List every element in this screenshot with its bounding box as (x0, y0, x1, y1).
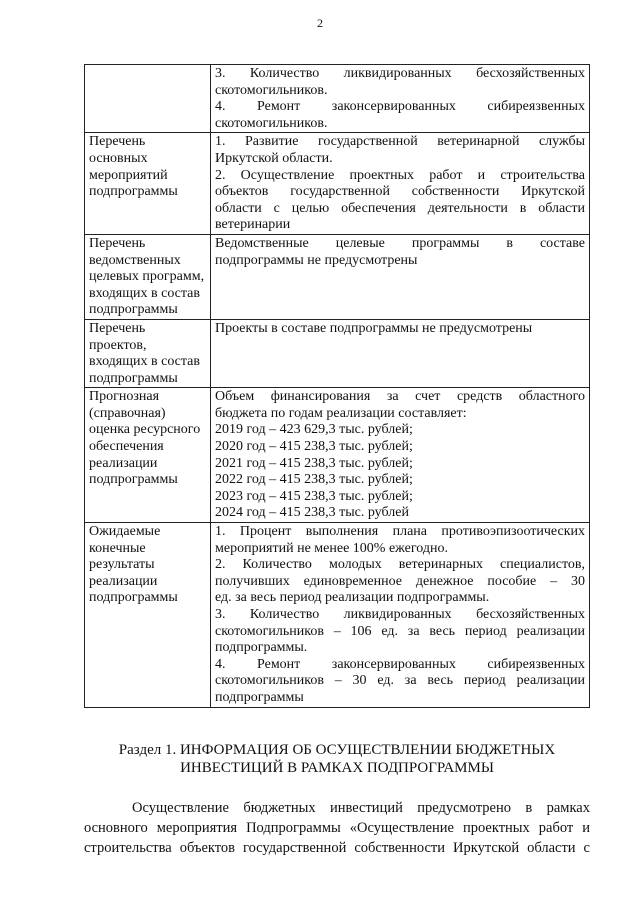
row-label-line: реализации (89, 455, 158, 471)
content-line: объектов государственной собственности Иркутской (215, 184, 585, 200)
content-line: Ведомственные целевые программы в составе (215, 235, 585, 251)
content-line: 4. Ремонт законсервированных сибиреязвенных (215, 99, 585, 115)
content-line: скотомогильников. (215, 82, 328, 98)
content-line: 2019 год – 423 629,3 тыс. рублей; (215, 422, 413, 438)
content-paragraph (215, 389, 585, 522)
row-label-line: подпрограммы (89, 590, 178, 606)
row-content-cell (211, 65, 590, 133)
content-line: 4. Ремонт законсервированных сибиреязвенных (215, 656, 585, 672)
content-line: Иркутской области. (215, 150, 333, 166)
content-line: подпрограммы. (215, 640, 308, 656)
content-line: скотомогильников – 106 ед. за весь период реализации (215, 623, 585, 639)
content-line: подпрограммы не предусмотрены (215, 252, 418, 268)
content-paragraph (215, 134, 585, 167)
content-paragraph (215, 557, 585, 607)
row-label-line: конечные (89, 540, 146, 556)
section-title-line: Раздел 1. ИНФОРМАЦИЯ ОБ ОСУЩЕСТВЛЕНИИ БЮДЖЕТНЫХ (118, 742, 556, 758)
row-content-cell (211, 319, 590, 387)
row-label-line: подпрограммы (89, 370, 178, 386)
row-label-line: (справочная) (89, 405, 166, 421)
content-paragraph (215, 168, 585, 234)
content-line: ед. за весь период реализации подпрограммы. (215, 590, 490, 606)
content-line: 2022 год – 415 238,3 тыс. рублей; (215, 472, 413, 488)
content-paragraph (215, 66, 585, 99)
table-row (85, 523, 590, 708)
row-label-line: входящих в состав (89, 285, 201, 301)
table-row (85, 388, 590, 523)
body-text-line: строительства объектов государственной собственности Иркутской области с (84, 840, 590, 856)
subprogram-passport-table (84, 64, 590, 708)
content-line: 1. Развитие государственной ветеринарной службы (215, 134, 585, 150)
row-label-line: Перечень (89, 320, 146, 336)
row-content-cell (211, 523, 590, 708)
content-line: бюджета по годам реализации составляет: (215, 405, 467, 421)
content-line: 2024 год – 415 238,3 тыс. рублей (215, 505, 409, 521)
row-label-cell (85, 319, 211, 387)
content-paragraph (215, 321, 585, 338)
row-label-line: Ожидаемые (89, 524, 161, 540)
row-label-line: ведомственных (89, 252, 181, 268)
content-line: мероприятий не менее 100% ежегодно. (215, 540, 448, 556)
row-content-cell (211, 133, 590, 235)
table-row (85, 319, 590, 387)
content-line: 2020 год – 415 238,3 тыс. рублей; (215, 439, 413, 455)
row-label-line: целевых программ, (89, 269, 205, 285)
row-label-line: основных (89, 150, 148, 166)
table-row (85, 133, 590, 235)
row-label-line: Перечень (89, 235, 146, 251)
row-label-line: подпрограммы (89, 472, 178, 488)
page-number: 2 (317, 16, 323, 30)
content-paragraph (215, 524, 585, 557)
content-paragraph (215, 607, 585, 657)
table-row (85, 234, 590, 319)
content-line: Объем финансирования за счет средств областного (215, 389, 585, 405)
content-line: области с целью обеспечения деятельности в области (215, 200, 585, 216)
content-line: 3. Количество ликвидированных бесхозяйственных (215, 607, 585, 622)
row-label-cell (85, 65, 211, 133)
row-label-cell (85, 133, 211, 235)
row-label-cell (85, 234, 211, 319)
row-label-line: оценка ресурсного (89, 422, 201, 438)
body-text-line: основного мероприятия Подпрограммы «Осуществление проектных работ и (84, 820, 590, 836)
row-label-line: обеспечения (89, 439, 164, 455)
row-label-line: подпрограммы (89, 184, 178, 200)
content-line: 1. Процент выполнения плана противоэпизоотических (215, 524, 585, 540)
row-label-line: реализации (89, 573, 158, 589)
content-line: 2. Количество молодых ветеринарных специалистов, (215, 557, 585, 573)
content-paragraph (215, 657, 585, 707)
table-row (85, 65, 590, 133)
section-title-line: ИНВЕСТИЦИЙ В РАМКАХ ПОДПРОГРАММЫ (180, 760, 494, 776)
row-label-line: результаты (89, 557, 155, 573)
row-content-cell (211, 234, 590, 319)
row-label-line: проектов, (89, 337, 147, 353)
content-line: ветеринарии (215, 217, 291, 233)
row-label-line: Прогнозная (89, 389, 160, 405)
content-line: получивших единовременное денежное пособие – 30 (215, 573, 585, 589)
content-line: 2. Осуществление проектных работ и строительства (215, 167, 585, 183)
section-title (84, 741, 590, 777)
row-label-cell (85, 523, 211, 708)
row-label-line: подпрограммы (89, 302, 178, 318)
row-label-line: Перечень (89, 134, 146, 150)
content-paragraph (215, 99, 585, 132)
body-text-line: Осуществление бюджетных инвестиций предусмотрено в рамках (132, 800, 590, 816)
row-label-line: входящих в состав (89, 354, 201, 370)
content-line: скотомогильников – 30 ед. за весь период реализации (215, 673, 585, 689)
content-line: Проекты в составе подпрограммы не предусмотрены (215, 320, 533, 336)
content-line: 3. Количество ликвидированных бесхозяйственных (215, 66, 585, 81)
content-line: 2023 год – 415 238,3 тыс. рублей; (215, 488, 413, 504)
content-line: подпрограммы (215, 689, 304, 705)
content-line: скотомогильников. (215, 115, 328, 131)
content-paragraph (215, 236, 585, 269)
content-line: 2021 год – 415 238,3 тыс. рублей; (215, 455, 413, 471)
row-label-line: мероприятий (89, 167, 168, 183)
section-body-paragraph (84, 798, 590, 858)
row-content-cell (211, 388, 590, 523)
row-label-cell (85, 388, 211, 523)
